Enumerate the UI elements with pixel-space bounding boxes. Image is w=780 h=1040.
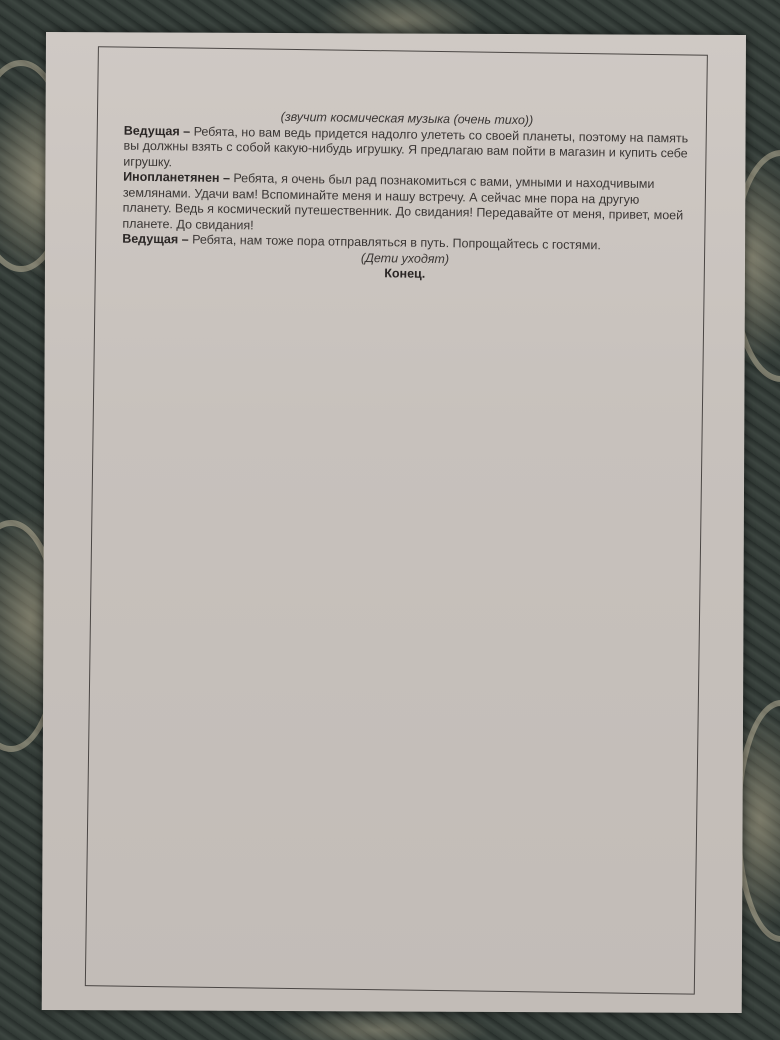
- paragraph-host-1: [123, 123, 690, 177]
- speaker-label: Ведущая –: [122, 231, 189, 247]
- page-border: [85, 46, 708, 994]
- stage-direction-music: (звучит космическая музыка (очень тихо)): [280, 109, 534, 128]
- paragraph-alien: [122, 170, 689, 240]
- speech-text: Ребята, я очень был рад познакомиться с вами, умными и находчивыми землянами. Удачи вам! Вспоминайте меня и нашу встречу. А сейчас мне пора на другую планету. Ведь я космический путешественник. До свидания! Передавайте от меня, привет, моей планете. До свидания!: [122, 171, 684, 232]
- ending-text: Конец.: [384, 266, 426, 281]
- speech-text: Ребята, нам тоже пора отправляться в путь. Попрощайтесь с гостями.: [192, 232, 602, 253]
- speaker-label: Ведущая –: [123, 123, 191, 139]
- speech-text: Ребята, но вам ведь придется надолго улететь со своей планеты, поэтому на память вы должны взять с собой какую-нибудь игрушку. Я предлагаю вам пойти в магазин и купить себе игрушку.: [123, 124, 689, 169]
- speaker-label: Инопланетянен –: [123, 169, 231, 186]
- stage-direction-exit: (Дети уходят): [360, 250, 450, 266]
- document-text: [122, 108, 690, 286]
- paper-sheet: [42, 32, 746, 1013]
